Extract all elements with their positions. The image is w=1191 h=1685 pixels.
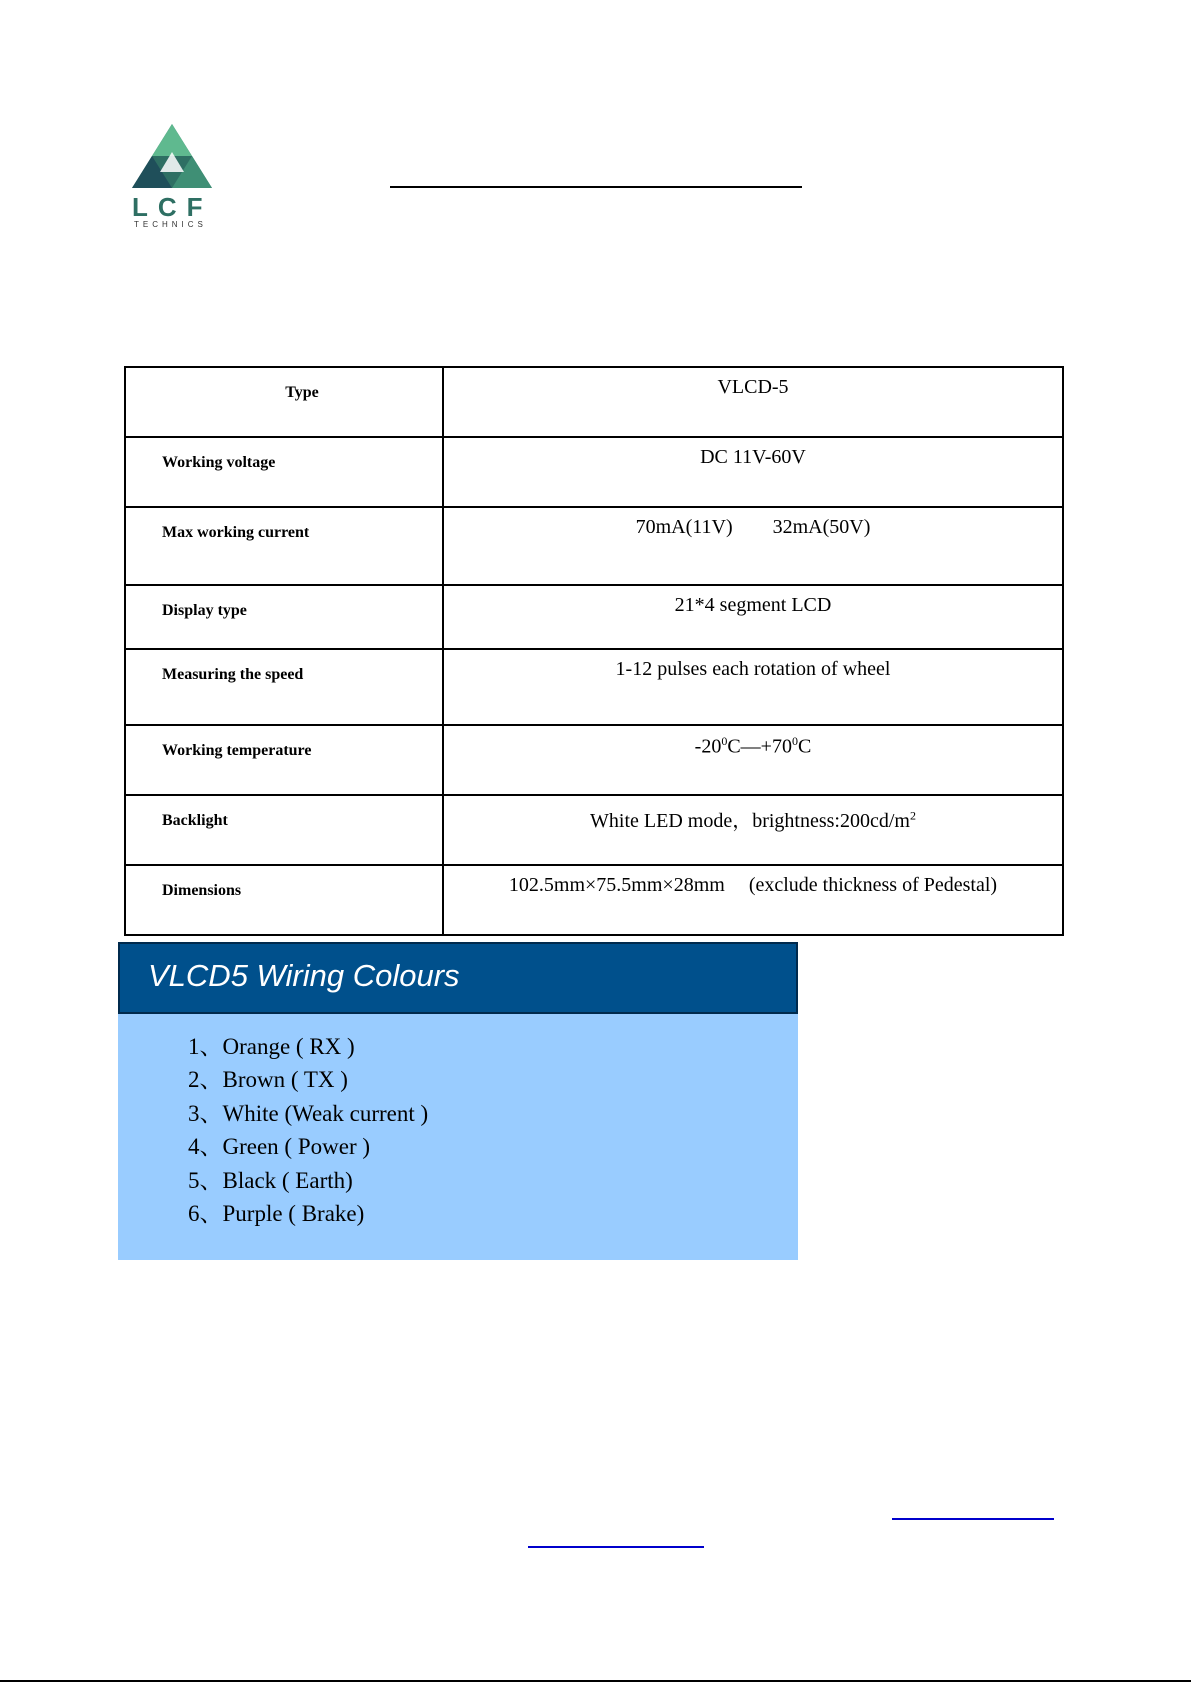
list-item: 1、Orange ( RX ) [188,1034,355,1059]
list-item: 5、Black ( Earth) [188,1167,353,1193]
spec-label: Dimensions [125,865,443,935]
table-row [125,437,1063,507]
temp-min: -20 [694,735,722,758]
dimensions-size: 102.5mm×75.5mm×28mm [508,874,725,896]
list-item: 3、White (Weak current ) [188,1100,429,1126]
company-logo [130,122,222,232]
spec-value [443,865,1063,935]
spec-label: Type [125,367,443,437]
page-bottom-rule [0,1680,1191,1682]
title-underline [390,186,802,188]
spec-label: Measuring the speed [125,649,443,725]
spec-value [443,507,1063,585]
spec-label: Max working current [125,507,443,585]
table-row [125,507,1063,585]
spec-value: 1-12 pulses each rotation of wheel [443,649,1063,725]
spec-label: Working voltage [125,437,443,507]
wiring-title: VLCD5 Wiring Colours [148,958,460,993]
table-row [125,367,1063,437]
spec-label: Display type [125,585,443,649]
spec-value: DC 11V-60V [443,437,1063,507]
spec-value: 21*4 segment LCD [443,585,1063,649]
list-item: 6、Purple ( Brake) [188,1201,365,1227]
table-row [125,649,1063,725]
spec-label: Working temperature [125,725,443,795]
table-row [125,725,1063,795]
logo-triangle-icon [130,122,214,194]
logo-subtitle: TECHNICS [134,220,207,229]
list-item: 2、Brown ( TX ) [188,1067,348,1093]
dimensions-note: (exclude thickness of Pedestal) [748,874,998,896]
temp-unit: C [797,735,812,758]
degree-sup: 0 [721,734,728,748]
current-at-50v: 32mA(50V) [772,516,871,538]
spec-value [443,725,1063,795]
current-at-11v: 70mA(11V) [635,516,733,538]
table-row [125,795,1063,865]
spec-table [124,366,1064,936]
wiring-panel [118,942,798,1260]
table-row [125,865,1063,935]
list-item: 4、Green ( Power ) [188,1134,371,1160]
wiring-header [118,942,798,1014]
backlight-text: White LED mode，brightness:200cd/m [590,810,910,832]
footer-link-underline[interactable] [892,1518,1054,1520]
spec-label: Backlight [125,795,443,865]
degree-sup: 0 [791,734,798,748]
temp-range: C—+70 [727,735,792,758]
footer-link-underline[interactable] [528,1546,704,1548]
logo-wordmark: LCF [132,192,213,222]
spec-value [443,795,1063,865]
table-row [125,585,1063,649]
spec-value: VLCD-5 [443,367,1063,437]
squared-sup: 2 [909,808,916,823]
wiring-list [118,1014,798,1230]
